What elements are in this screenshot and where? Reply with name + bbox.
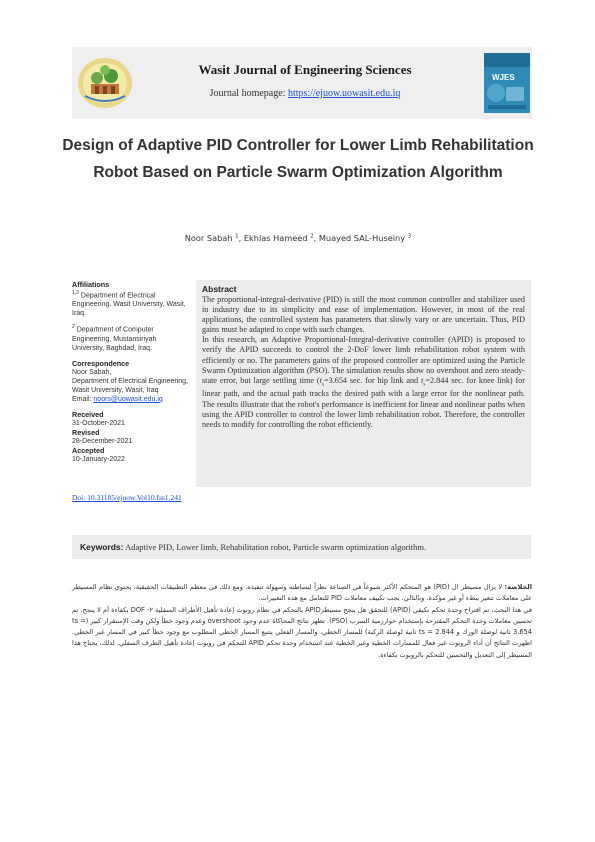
affiliation-1: $^{1,3}$ Department of Electrical Engineering, Wasit University, Wasit, Iraq. bbox=[72, 290, 186, 318]
correspondence-name: Noor Sabah, bbox=[72, 368, 112, 376]
journal-title: Wasit Journal of Engineering Sciences bbox=[198, 62, 412, 77]
affiliation-2: $^2$ Department of Computer Engineering, Mustansiriyah University, Baghdad, Iraq. bbox=[72, 324, 157, 352]
author-1: Noor Sabah $^1$, bbox=[184, 233, 244, 243]
abstract-heading: Abstract bbox=[202, 284, 237, 294]
arabic-paragraph-2: في هذا البحث، تم اقتراح وحدة تحكم تكيفي (APID) للتحقق هل ينجح مسيطرAPID بالتحكم في نظام روبوت إعادة تأهيل الأطراف السفلية ٢- DOF بكفاءة أم لا ينجح. تم تحسين معاملات وحدة التحكم المقترحة بإستخدام خوارزمية السرب (PSO). تظهر نتائج المحاكاة عدم وجود overshoot وعدم وجود خطأ ولكن وقت الإستقرار كبير (ts = 3.654 ثانية لوصلة الورك و ts = 2.844 ثانية لوصلة الركبة) للمسار الخطي، والمسار الفعلي يتتبع المسار الخطي المطلوب مع وجود خطأ كبير في المسار غير الخطي. اظهرت النتائج أن أداء الروبوت غير فعال للمسارات الخطية وغير الخطية عند استخدام وحدة تحكم APID للتحكم في روبوت إعادة تأهيل الطرف السفلي. لذلك، يحتاج هذا المسيطر إلى التعديل والتحسين للتحكم بالروبوت بكفاءة. bbox=[72, 605, 533, 659]
author-3: Muayed SAL-Huseiny $^3$ bbox=[318, 233, 412, 243]
correspondence-heading: Correspondence bbox=[72, 358, 130, 368]
paper-title: Design of Adaptive PID Controller for Lower Limb Rehabilitation Robot Based on Particle Swarm Optimization Algorithm bbox=[62, 137, 534, 181]
abstract-paragraph-1: The proportional-integral-derivative (PID) is still the most common controller and stabilizer used in industry due to its simplicity and ease of implementation. However, in most of the real applications, the controlled system has parameters that slowly vary or are uncertain. Thus, PID gains must be adapted to cope with such changes. bbox=[202, 295, 525, 335]
abstract-paragraph-2: In this research, an Adaptive Proportional-Integral-derivative controller (APID) is proposed to verify the APID succeeds to control the 2-DoF lower limb rehabilitation robot system with efficiently or no. The parameters gains of the proposed controller are optimized using the Particle Swarm Optimization algorithm (PSO). The simulation results show no overshoot and zero steady-state error, but large settling time ($t_s=3.654$ sec. for hip link and $t_s=2.844$ sec. for knee link) for linear path, and the actual path tracks the desired path with a large error for the nonlinear path. The results illustrate that the robot's performance is inefficient for linear and nonlinear paths when using the APID controller to control the lower limb rehabilitation robot. Therefore, the controller needs to modify for controlling the robot efficiently. bbox=[202, 335, 525, 429]
author-2: Ekhlas Hameed $^2$, bbox=[243, 233, 319, 243]
correspondence-email: Email: noors@uowasit.edu.iq bbox=[72, 395, 163, 403]
keywords-box bbox=[72, 535, 531, 559]
arabic-abstract-label: الخلاصة: bbox=[504, 583, 533, 591]
doi-line bbox=[72, 493, 182, 502]
accepted-heading: Accepted bbox=[72, 445, 105, 455]
affiliations-heading: Affiliations bbox=[72, 280, 110, 289]
dates-block bbox=[72, 410, 190, 464]
received-heading: Received bbox=[72, 409, 104, 419]
arabic-paragraph-1: الخلاصة: لا يزال مسيطر ال (PID) هو المتحكم الأكثر شيوعاً في الصناعة نظراً لبساطته وسهولة تنفيذه. ومع ذلك في معظم التطبيقات الحقيقية، يحتوي نظام المسيطر على معاملات تتغير ببطء أو غير مؤكدة. وبالتالي، يجب تكييف معاملات PID للتعامل مع هذه التغييرات. bbox=[72, 583, 533, 603]
journal-cover-thumbnail bbox=[484, 53, 530, 113]
email-link[interactable]: noors@uowasit.edu.iq bbox=[93, 395, 163, 403]
keywords-label: Keywords: bbox=[80, 542, 124, 552]
correspondence-department: Department of Electrical Engineering, Wasit University, Wasit, Iraq bbox=[72, 377, 188, 394]
cover-label: WJES bbox=[492, 73, 515, 82]
revised-heading: Revised bbox=[72, 427, 100, 437]
received-date: 31-October-2021 bbox=[72, 419, 125, 427]
article-info-column bbox=[72, 280, 190, 470]
affiliations-block bbox=[72, 280, 190, 353]
homepage-link[interactable]: https://ejuow.uowasit.edu.iq bbox=[287, 88, 401, 99]
revised-date: 28-December-2021 bbox=[72, 437, 133, 445]
doi-link[interactable]: Doi: 10.31185/ejuow.Vol10.Iss1.241 bbox=[72, 493, 182, 502]
homepage-label: Journal homepage: bbox=[209, 88, 288, 99]
author-list bbox=[60, 233, 536, 243]
correspondence-block bbox=[72, 359, 190, 404]
arabic-abstract bbox=[72, 582, 532, 661]
abstract-box bbox=[196, 280, 531, 487]
accepted-date: 10-January-2022 bbox=[72, 455, 125, 463]
university-logo-icon bbox=[75, 56, 135, 110]
journal-homepage bbox=[140, 88, 470, 99]
journal-header-band bbox=[72, 47, 532, 119]
journal-cover-icon bbox=[484, 53, 530, 113]
keywords-text: Adaptive PID, Lower limb, Rehabilitation robot, Particle swarm optimization algorithm. bbox=[125, 542, 427, 552]
